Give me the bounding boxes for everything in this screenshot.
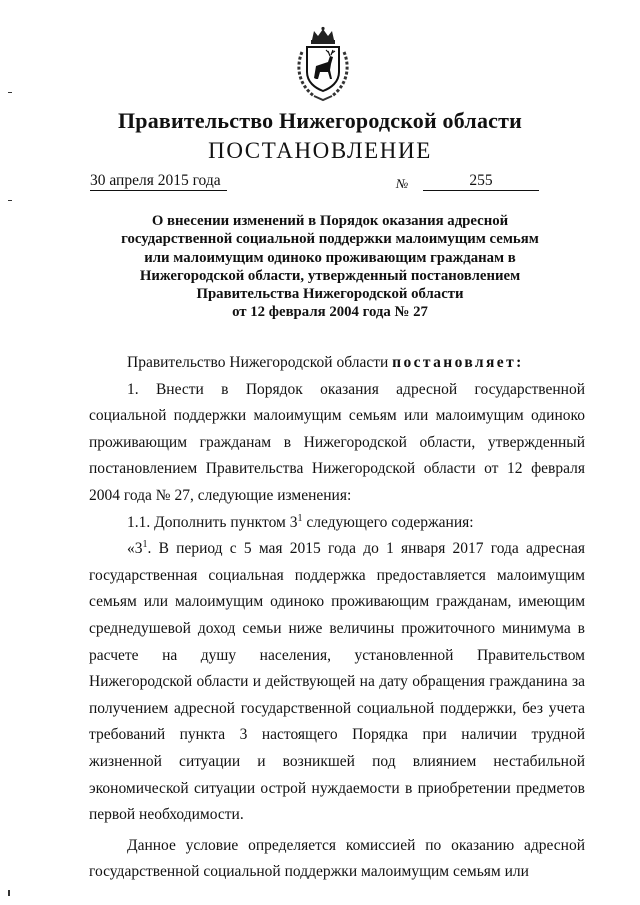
document-date: 30 апреля 2015 года [90,172,227,191]
number-label: № [396,176,409,191]
scan-mark [8,890,10,896]
subject-line: Правительства Нижегородской области [196,286,464,303]
scan-mark [8,92,12,93]
government-name: Правительство Нижегородской области [117,108,522,133]
subject-line: Нижегородской области, утвержденный постановлением [139,267,521,284]
subject-line: О внесении изменений в Порядок оказания адресной [151,213,509,229]
paragraph-text: «3 [127,540,143,558]
resolution-intro [89,350,585,377]
document-type: ПОСТАНОВЛЕНИЕ [208,138,432,163]
superscript: 1 [142,539,148,550]
document-subject [95,212,565,322]
coat-of-arms-icon [292,26,354,102]
paragraph-text: следующего содержания: [302,513,474,531]
paragraph-text: 1.1. Дополнить пунктом 3 [127,513,298,531]
subject-line: от 12 февраля 2004 года № 27 [232,304,428,321]
paragraph-1: 1. Внести в Порядок оказания адресной государственной социальной поддержки малоимущим семьям или малоимущим одиноко проживающим гражданам в Нижегородской области, утвержденный постановлением Правительства Нижегородской области от 12 февраля 2004 года № 27, следующие изменения: [89,380,585,504]
paragraph-condition: Данное условие определяется комиссией по оказанию адресной государственной социальной поддержки малоимущим семьям или [89,836,585,881]
paragraph-text: . В период с 5 мая 2015 года до 1 января 2017 года адресная государственная социальная поддержка предоставляется малоимущим семьям или малоимущим одиноко проживающим гражданам, имеющим среднедушевой доход семьи ниже величины прожиточного минимума в расчете на душу населения, установленной Правительством Нижегородской области и действующей на дату обращения гражданина за получением адресной государственной социальной поддержки, без учета требований пункта 3 настоящего Порядка при наличии трудной жизненной ситуации и возникшей под влиянием нестабильной экономической ситуации острой нуждаемости в приобретении предметов первой необходимости. [89,540,585,824]
intro-text: Правительство Нижегородской области [127,354,389,371]
subject-line: или малоимущим одиноко проживающим гражданам в [144,249,516,266]
document-body [89,350,585,886]
scan-mark [8,200,12,201]
subject-line: государственной социальной поддержки малоимущим семьям [121,231,539,248]
superscript: 1 [297,512,303,524]
document-number: 255 [423,172,539,191]
paragraph-3-1 [89,536,585,829]
paragraph-1-1 [89,510,585,537]
resolves-word: постановляет: [392,354,524,371]
